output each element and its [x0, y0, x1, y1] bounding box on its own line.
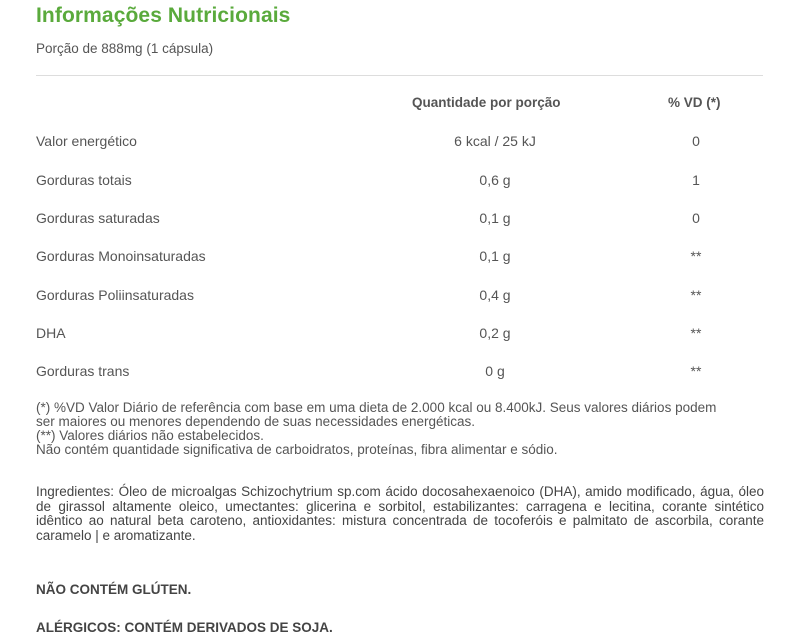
nutrient-quantity: 0,1 g	[479, 210, 511, 226]
table-row	[0, 363, 800, 383]
nutrient-name: Gorduras trans	[36, 363, 130, 379]
nutrient-name: Gorduras totais	[36, 172, 132, 188]
footnote-not-established: (**) Valores diários não estabelecidos.	[36, 428, 264, 443]
nutrient-vd: 1	[692, 172, 700, 188]
header-quantity: Quantidade por porção	[412, 95, 561, 110]
table-row	[0, 248, 800, 268]
nutrient-name: DHA	[36, 325, 66, 341]
nutrient-vd: **	[690, 287, 702, 303]
nutrient-vd: **	[690, 248, 702, 264]
footnote-vd: (*) %VD Valor Diário de referência com base em uma dieta de 2.000 kcal ou 8.400kJ. Seus valores diários podem ser maiores ou menores dependendo de suas necessidades energéticas.	[36, 400, 717, 429]
footnote-insignificant: Não contém quantidade significativa de carboidratos, proteínas, fibra alimentar e sódio.	[36, 442, 558, 457]
nutrient-name: Gorduras Poliinsaturadas	[36, 287, 194, 303]
nutrient-quantity: 0,1 g	[479, 248, 511, 264]
nutrient-name: Valor energético	[36, 133, 137, 149]
nutrient-name: Gorduras saturadas	[36, 210, 160, 226]
nutrient-quantity: 0 g	[485, 363, 505, 379]
nutrient-quantity: 0,4 g	[479, 287, 511, 303]
nutrient-quantity: 6 kcal / 25 kJ	[454, 133, 536, 149]
table-row	[0, 210, 800, 230]
table-row	[0, 287, 800, 307]
allergen-statement: ALÉRGICOS: CONTÉM DERIVADOS DE SOJA.	[36, 620, 333, 635]
divider	[36, 75, 763, 76]
serving-size: Porção de 888mg (1 cápsula)	[36, 41, 214, 56]
nutrient-quantity: 0,2 g	[479, 325, 511, 341]
nutrient-quantity: 0,6 g	[479, 172, 511, 188]
ingredients-text: Ingredientes: Óleo de microalgas Schizochytrium sp.com ácido docosahexaenoico (DHA), amido modificado, água, óleo de girassol altamente oleico, umectantes: glicerina e sorbitol, estabilizantes: carragena e lecitina, corante sintético idêntico ao natural beta caroteno, antioxidantes: mistura concentrada de tocoferóis e palmitato de ascorbila, corante caramelo | e aromatizante.	[36, 484, 764, 543]
page-title: Informações Nutricionais	[36, 4, 291, 27]
table-row	[0, 325, 800, 345]
nutrient-name: Gorduras Monoinsaturadas	[36, 248, 206, 264]
nutrient-vd: 0	[692, 133, 700, 149]
table-row	[0, 172, 800, 192]
footnotes	[36, 401, 736, 457]
table-row	[0, 133, 800, 153]
nutrient-vd: **	[690, 325, 702, 341]
nutrient-vd: **	[690, 363, 702, 379]
header-vd: % VD (*)	[668, 95, 721, 110]
nutrient-vd: 0	[692, 210, 700, 226]
gluten-statement: NÃO CONTÉM GLÚTEN.	[36, 582, 192, 597]
